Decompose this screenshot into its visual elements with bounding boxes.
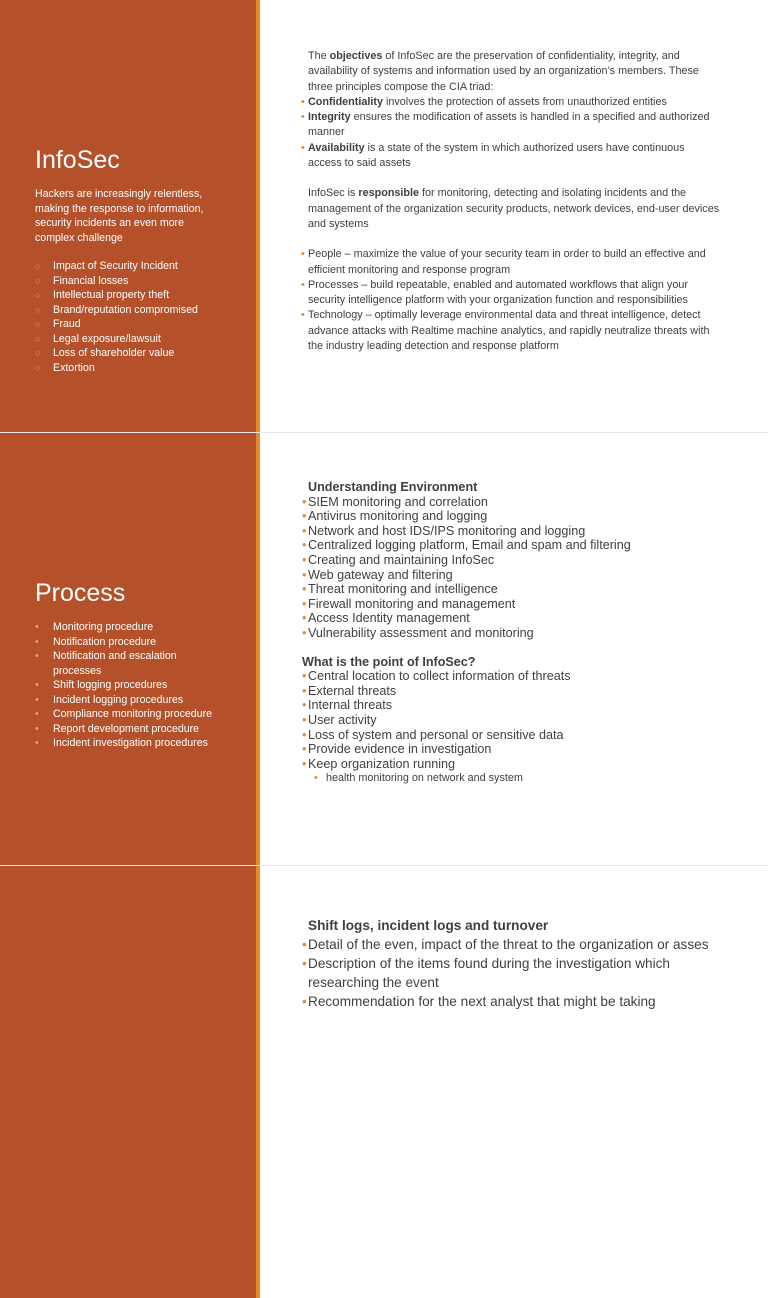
bullet-icon: • — [301, 111, 305, 124]
list-item: • Threat monitoring and intelligence — [302, 582, 498, 597]
bullet-icon: • — [301, 141, 305, 154]
bullet-icon: • — [302, 994, 307, 1009]
slide-title: Process — [35, 579, 126, 607]
bullet-icon: • — [302, 698, 307, 713]
list-item: ○ Financial losses — [35, 274, 129, 287]
bullet-icon: • — [302, 509, 307, 524]
title-panel — [0, 433, 256, 865]
cia-item: • Availability is a state of the system in which authorized users have continuous access to said assets — [301, 141, 685, 170]
accent-bar — [256, 433, 260, 865]
list-item: • Notification and escalation processes — [35, 650, 177, 677]
slide-body — [302, 480, 732, 786]
list-item: • Incident investigation procedures — [35, 737, 208, 749]
list-item: ○ Fraud — [35, 318, 81, 330]
bullet-icon: • — [35, 679, 39, 691]
bullet-icon: • — [302, 742, 307, 757]
slide-description: Hackers are increasingly relentless, making the response to information, security incidents an even more complex challenge — [35, 188, 204, 244]
slide-process — [0, 433, 768, 865]
bullet-icon: • — [302, 494, 307, 509]
list-item: • Provide evidence in investigation — [302, 742, 492, 757]
bullet-icon: • — [302, 727, 307, 742]
cia-item: • Integrity ensures the modification of assets is handled in a specified and authorized manner — [301, 111, 710, 139]
ring-bullet-icon: ○ — [35, 362, 41, 373]
list-item: • Web gateway and filtering — [302, 567, 453, 582]
list-item: • Monitoring procedure — [35, 621, 154, 633]
pillar-item: • People – maximize the value of your security team in order to build an effective and efficient monitoring and response program — [301, 248, 706, 276]
list-item: • Description of the items found during the investigation which researching the event — [302, 956, 670, 990]
bullet-icon: • — [35, 621, 39, 633]
list-item: • User activity — [302, 712, 377, 727]
bullet-icon: • — [35, 635, 39, 648]
ring-bullet-icon: ○ — [35, 261, 41, 271]
ring-bullet-icon: ○ — [35, 348, 41, 358]
accent-bar — [256, 866, 260, 1298]
bullet-icon: • — [302, 683, 307, 698]
bullet-icon: • — [302, 669, 307, 684]
slide-title: InfoSec — [35, 146, 120, 174]
section-heading: Shift logs, incident logs and turnover — [308, 918, 549, 933]
list-item: ○ Extortion — [35, 361, 95, 374]
slide-body — [301, 49, 721, 354]
list-item: • Central location to collect information of threats — [302, 669, 571, 684]
list-item: • Network and host IDS/IPS monitoring and logging — [302, 523, 586, 538]
section-heading: Understanding Environment — [308, 480, 478, 494]
bullet-icon: • — [302, 538, 307, 553]
bullet-icon: • — [302, 937, 307, 952]
ring-bullet-icon: ○ — [35, 304, 41, 315]
bullet-icon: • — [302, 596, 307, 611]
list-item: • Firewall monitoring and management — [302, 596, 516, 611]
bullet-icon: • — [302, 582, 307, 597]
list-item: • Report development procedure — [35, 722, 200, 735]
list-item: ○ Legal exposure/lawsuit — [35, 332, 161, 345]
list-item: ○ Brand/reputation compromised — [35, 303, 198, 316]
objectives-paragraph: The objectives of InfoSec are the preservation of confidentiality, integrity, and availability of systems and information used by an organization’s members. These three principles compose the CIA triad: — [308, 50, 699, 93]
list-item: ○ Impact of Security Incident — [35, 260, 178, 272]
slide-body — [302, 916, 722, 1011]
pillar-item: • Technology – optimally leverage environmental data and threat intelligence, detect advance attacks with Realtime machine analytics, and rapidly neutralize threats with the industry leading detection and response platform — [301, 309, 710, 353]
title-panel — [0, 866, 256, 1298]
list-item: • Compliance monitoring procedure — [35, 708, 212, 720]
list-item: • Keep organization running — [302, 756, 456, 771]
bullet-icon: • — [301, 248, 305, 261]
title-panel — [0, 0, 256, 432]
bullet-icon: • — [302, 611, 307, 626]
accent-bar — [256, 0, 260, 432]
bullet-icon: • — [35, 708, 39, 720]
procedure-list — [35, 620, 212, 751]
bullet-icon: • — [302, 552, 307, 567]
responsibility-paragraph: InfoSec is responsible for monitoring, detecting and isolating incidents and the management of the organization security products, network devices, end-user devices and systems — [308, 187, 720, 230]
list-item: • Vulnerability assessment and monitoring — [302, 625, 534, 640]
bullet-icon: • — [35, 650, 39, 662]
bullet-icon: • — [302, 625, 307, 640]
list-item: • Shift logging procedures — [35, 679, 168, 691]
list-item: • Antivirus monitoring and logging — [302, 509, 488, 524]
bullet-icon: • — [302, 956, 307, 971]
bullet-icon: • — [301, 278, 305, 291]
list-item: • Recommendation for the next analyst that might be taking — [302, 994, 656, 1009]
list-item: • Access Identity management — [302, 611, 470, 626]
list-item: ○ Intellectual property theft — [35, 289, 170, 301]
slide-infosec — [0, 0, 768, 432]
ring-bullet-icon: ○ — [35, 333, 41, 344]
list-item: • External threats — [302, 683, 397, 698]
list-item: • Loss of system and personal or sensitive data — [302, 727, 564, 742]
section-heading: What is the point of InfoSec? — [302, 654, 476, 669]
list-item: • SIEM monitoring and correlation — [302, 494, 488, 509]
slide-shift-logs — [0, 866, 768, 1298]
list-item: • Centralized logging platform, Email and spam and filtering — [302, 538, 631, 553]
list-item: • Notification procedure — [35, 635, 157, 648]
sub-list-item: • health monitoring on network and system — [314, 772, 523, 785]
bullet-icon: • — [302, 567, 307, 582]
list-item: • Detail of the even, impact of the threat to the organization or asses — [302, 937, 709, 952]
bullet-icon: • — [35, 722, 39, 735]
bullet-icon: • — [301, 95, 305, 108]
impact-list — [35, 259, 198, 375]
list-item: ○ Loss of shareholder value — [35, 347, 175, 359]
pillar-item: • Processes – build repeatable, enabled and automated workflows that align your security intelligence platform with your organization function and responsibilities — [301, 278, 688, 307]
bullet-icon: • — [302, 523, 307, 538]
list-item: • Internal threats — [302, 698, 393, 713]
bullet-icon: • — [35, 737, 39, 749]
bullet-icon: • — [302, 712, 307, 727]
ring-bullet-icon: ○ — [35, 290, 41, 300]
cia-item: • Confidentiality involves the protection of assets from unauthorized entities — [301, 95, 721, 110]
ring-bullet-icon: ○ — [35, 275, 41, 286]
bullet-icon: • — [35, 693, 39, 706]
bullet-icon: • — [314, 772, 318, 785]
bullet-icon: • — [301, 309, 305, 322]
bullet-icon: • — [302, 756, 307, 771]
list-item: • Creating and maintaining InfoSec — [302, 552, 495, 567]
list-item: • Incident logging procedures — [35, 693, 184, 706]
ring-bullet-icon: ○ — [35, 319, 41, 329]
